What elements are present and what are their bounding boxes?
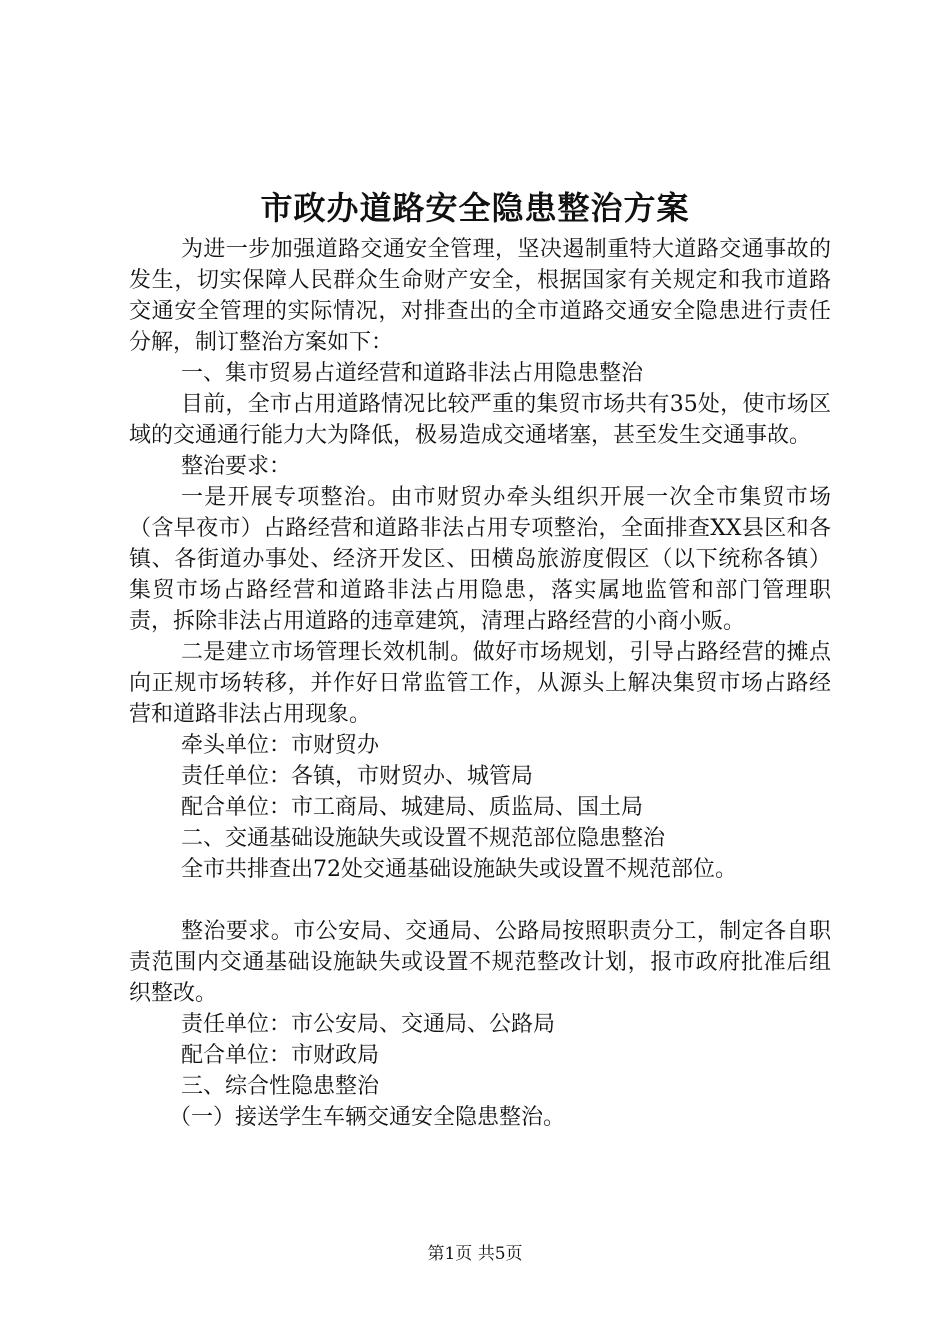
document-body — [129, 234, 831, 1133]
paragraph-cooperating-unit: 配合单位：市工商局、城建局、质监局、国土局 — [181, 795, 644, 820]
document-title: 市政办道路安全隐患整治方案 — [260, 189, 690, 227]
paragraph-long-term-mechanism: 二是建立市场管理长效机制。做好市场规划，引导占路经营的摊点向正规市场转移，并作好日常监管工作，从源头上解决集贸市场占路经营和道路非法占用现象。 — [129, 640, 831, 727]
paragraph-cooperating-unit-2: 配合单位：市财政局 — [181, 1043, 380, 1068]
section-heading-3: 三、综合性隐患整治 — [181, 1074, 380, 1099]
section-heading-1: 一、集市贸易占道经营和道路非法占用隐患整治 — [181, 361, 644, 386]
paragraph-requirements-label: 整治要求： — [181, 454, 292, 479]
paragraph-responsible-unit: 责任单位：各镇，市财贸办、城管局 — [181, 764, 534, 789]
subsection-heading-1: （一）接送学生车辆交通安全隐患整治。 — [169, 1105, 566, 1130]
paragraph-responsible-unit-2: 责任单位：市公安局、交通局、公路局 — [181, 1012, 556, 1037]
paragraph-intro: 为进一步加强道路交通安全管理，坚决遏制重特大道路交通事故的发生，切实保障人民群众生命财产安全，根据国家有关规定和我市道路交通安全管理的实际情况，对排查出的全市道路交通安全隐患进行责任分解，制订整治方案如下： — [129, 237, 831, 355]
page-footer: 第1页 共5页 — [427, 1244, 523, 1264]
paragraph-current-status: 目前，全市占用道路情况比较严重的集贸市场共有35处，使市场区域的交通通行能力大为降低，极易造成交通堵塞，甚至发生交通事故。 — [129, 392, 831, 448]
section-heading-2: 二、交通基础设施缺失或设置不规范部位隐患整治 — [181, 826, 666, 851]
blank-line — [129, 885, 831, 916]
paragraph-special-rectification: 一是开展专项整治。由市财贸办牵头组织开展一次全市集贸市场（含早夜市）占路经营和道路非法占用专项整治，全面排查XX县区和各镇、各街道办事处、经济开发区、田横岛旅游度假区（以下统称各镇）集贸市场占路经营和道路非法占用隐患，落实属地监管和部门管理职责，拆除非法占用道路的违章建筑，清理占路经营的小商小贩。 — [129, 485, 831, 634]
paragraph-lead-unit: 牵头单位：市财贸办 — [181, 733, 380, 758]
paragraph-infrastructure-count: 全市共排查出72处交通基础设施缺失或设置不规范部位。 — [181, 857, 737, 882]
paragraph-infrastructure-requirements: 整治要求。市公安局、交通局、公路局按照职责分工，制定各自职责范围内交通基础设施缺失或设置不规范整改计划，报市政府批准后组织整改。 — [129, 919, 831, 1006]
